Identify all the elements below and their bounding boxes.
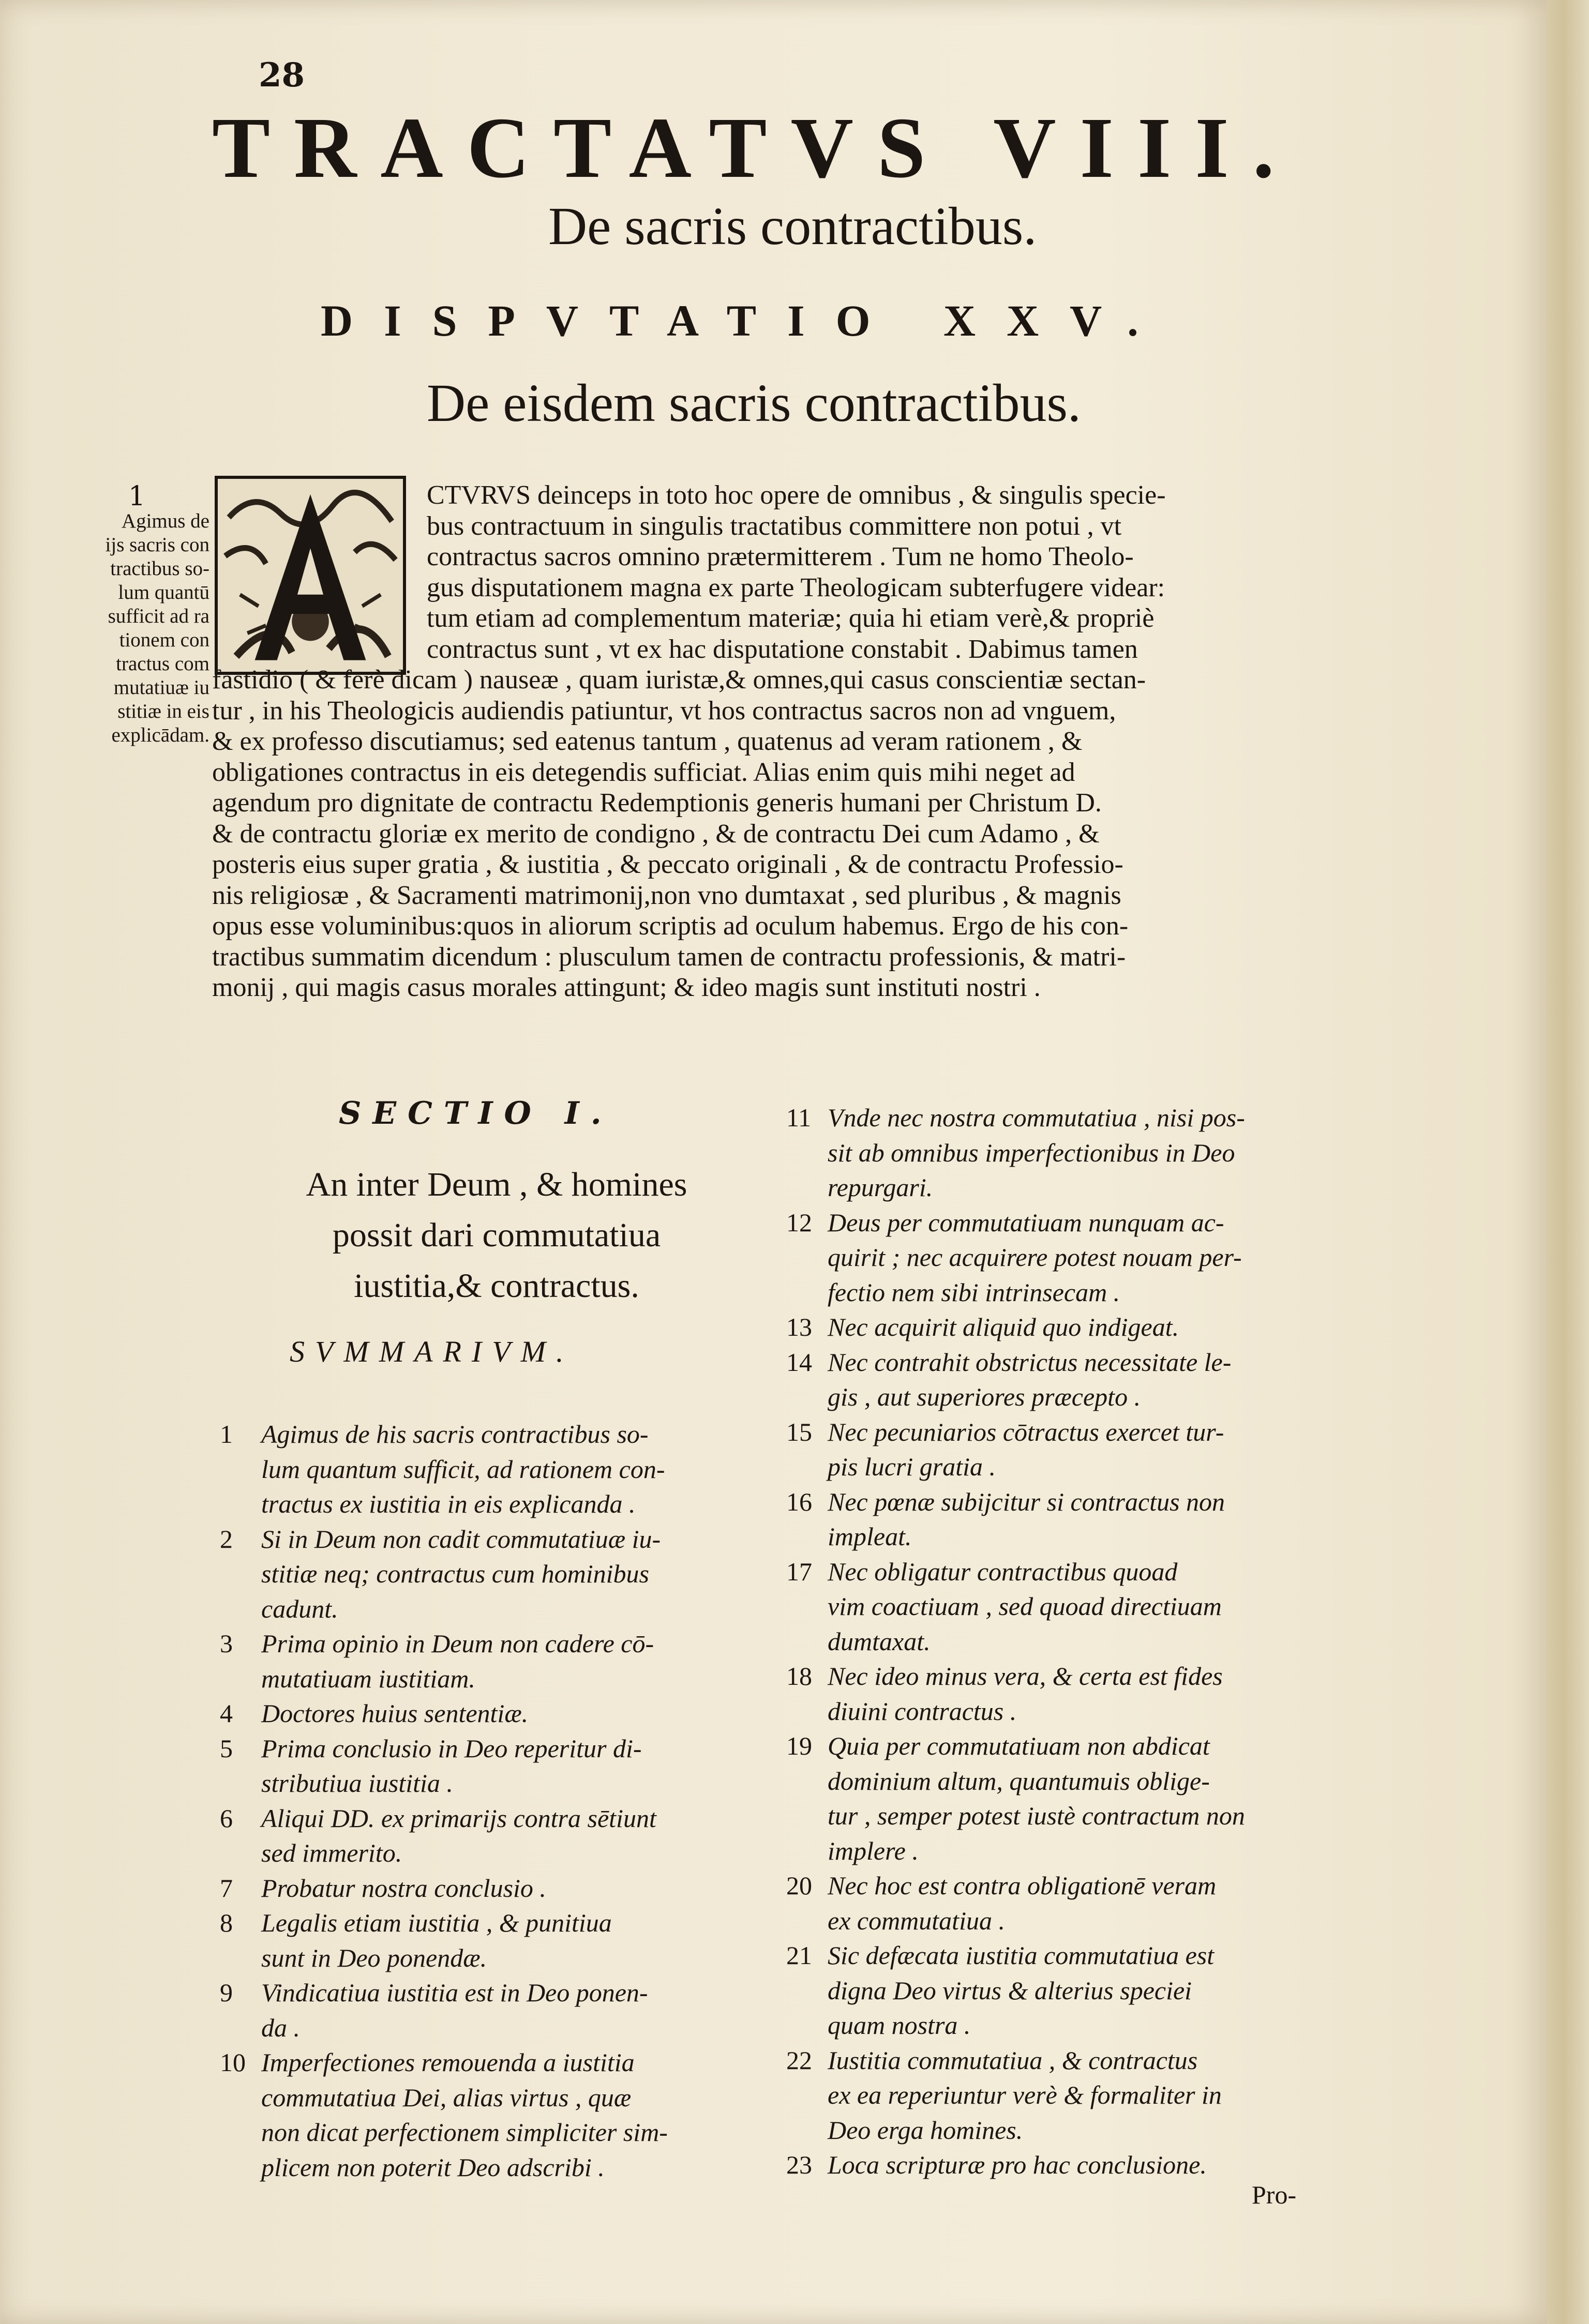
summarium-label: SVMMARIVM. (290, 1335, 574, 1368)
margin-note (54, 509, 209, 747)
body-line: tur , in his Theologicis audiendis patiuntur, vt hos contractus sacros non ad vnguem, (212, 696, 1116, 726)
summary-item-line: commutatiua Dei, alias virtus , quæ (261, 2082, 632, 2112)
summary-item-text (828, 1310, 1360, 1345)
summary-item (220, 1417, 768, 1522)
summary-item-text (261, 1906, 768, 1975)
summary-item-number: 15 (786, 1417, 812, 1446)
summary-item-line: Iustitia commutatiua , & contractus (828, 2045, 1198, 2075)
summary-item-line: stributiua iustitia . (261, 1769, 453, 1798)
summary-item-line: quirit ; nec acquirere potest nouam per- (828, 1243, 1242, 1272)
summary-item-text (828, 1415, 1360, 1485)
summary-item-number: 14 (786, 1347, 812, 1377)
summary-item-line: Si in Deum non cadit commutatiuæ iu- (261, 1524, 661, 1553)
summary-item-number: 13 (786, 1312, 812, 1341)
summary-item-number: 3 (220, 1629, 233, 1658)
margin-note-line: mutatiuæ iu (113, 676, 209, 699)
summary-item-line: sit ab omnibus imperfectionibus in Deo (828, 1138, 1235, 1167)
body-line: opus esse voluminibus:quos in aliorum scriptis ad oculum habemus. Ergo de his con- (212, 911, 1129, 941)
summary-item-number: 5 (220, 1733, 233, 1763)
summary-item (220, 2045, 768, 2185)
summary-item (786, 2043, 1360, 2148)
summary-item-line: sunt in Deo ponendæ. (261, 1943, 487, 1972)
summary-item-line: sed immerito. (261, 1838, 402, 1867)
summary-item-line: impleat. (828, 1522, 912, 1551)
summary-item-line: lum quantum sufficit, ad rationem con- (261, 1454, 665, 1484)
margin-note-number: 1 (128, 481, 146, 512)
summary-item-text (261, 1522, 768, 1627)
summary-item-number: 6 (220, 1803, 233, 1833)
treatise-subtitle: De sacris contractibus. (548, 197, 1037, 256)
summary-item-line: fectio nem sibi intrinsecam . (828, 1277, 1120, 1307)
summary-item (220, 1522, 768, 1627)
summary-item-text (261, 1731, 768, 1801)
body-line: & ex professo discutiamus; sed eatenus tantum , quatenus ad veram rationem , & (212, 727, 1083, 756)
summary-item-text (828, 1485, 1360, 1555)
summary-item (786, 1205, 1360, 1310)
section-title-line: iustitia,& contractus. (354, 1267, 639, 1305)
summary-item-number: 9 (220, 1978, 233, 2007)
summary-item-line: Legalis etiam iustitia , & punitiua (261, 1908, 612, 1937)
body-line: contractus sunt , vt ex hac disputatione constabit . Dabimus tamen (427, 634, 1138, 664)
summary-item (786, 1345, 1360, 1415)
summary-item-number: 19 (786, 1731, 812, 1760)
summary-item-line: non dicat perfectionem simpliciter sim- (261, 2118, 668, 2147)
summary-item-number: 18 (786, 1662, 812, 1691)
summary-item (220, 1975, 768, 2045)
summary-item-text (261, 1696, 768, 1731)
summary-item (220, 1626, 768, 1696)
summary-column-right (786, 1100, 1360, 2183)
summary-item-line: Nec acquirit aliquid quo indigeat. (828, 1312, 1179, 1341)
summary-item-line: vim coactiuam , sed quoad directiuam (828, 1592, 1222, 1621)
body-line: gus disputationem magna ex parte Theologicam subterfugere videar: (427, 572, 1165, 602)
margin-note-line: explicādam. (111, 724, 209, 746)
summary-item-text (828, 1205, 1360, 1310)
catchword: Pro- (1252, 2180, 1297, 2209)
summary-item-text (261, 2045, 768, 2185)
summary-item-line: Nec hoc est contra obligationē veram (828, 1871, 1217, 1900)
body-line: CTVRVS deinceps in toto hoc opere de omnibus , & singulis specie- (427, 480, 1166, 510)
summary-item-line: Aliqui DD. ex primarijs contra sētiunt (261, 1803, 656, 1833)
page-number: 28 (259, 56, 305, 95)
summary-item-number: 20 (786, 1871, 812, 1900)
summary-item-number: 4 (220, 1699, 233, 1728)
body-line: tractibus summatim dicendum : plusculum tamen de contractu professionis, & matri- (212, 942, 1126, 972)
summary-item-number: 8 (220, 1908, 233, 1937)
summary-item-number: 10 (220, 2048, 246, 2077)
margin-note-line: sufficit ad ra (108, 605, 209, 627)
body-line: obligationes contractus in eis detegendis sufficiat. Alias enim quis mihi neget ad (212, 757, 1075, 787)
summary-item-line: implere . (828, 1836, 919, 1865)
summary-item-text (828, 1729, 1360, 1868)
summary-item-number: 17 (786, 1557, 812, 1586)
summary-item (786, 1555, 1360, 1659)
summary-item-line: Nec ideo minus vera, & certa est fides (828, 1662, 1223, 1691)
summary-item-text (828, 1868, 1360, 1938)
summary-item-line: ex ea reperiuntur verè & formaliter in (828, 2080, 1222, 2109)
margin-note-line: Agimus de (121, 510, 209, 532)
body-line: tum etiam ad complementum materiæ; quia hi etiam verè,& propriè (427, 603, 1155, 633)
summary-item (220, 1871, 768, 1906)
margin-note-line: tractus com (116, 653, 209, 675)
disputatio-subtitle: De eisdem sacris contractibus. (427, 373, 1081, 433)
summary-item-line: Deus per commutatiuam nunquam ac- (828, 1208, 1224, 1237)
summary-item (220, 1731, 768, 1801)
summary-item-line: Vindicatiua iustitia est in Deo ponen- (261, 1978, 648, 2007)
summary-item-number: 21 (786, 1941, 812, 1970)
summary-item (786, 2148, 1360, 2183)
summary-item-text (828, 2043, 1360, 2148)
summary-item-text (828, 2148, 1360, 2183)
summary-item-line: Doctores huius sententiæ. (261, 1699, 529, 1728)
summary-item-line: da . (261, 2013, 300, 2042)
summary-item-line: Vnde nec nostra commutatiua , nisi pos- (828, 1103, 1245, 1132)
summary-item-number: 12 (786, 1208, 812, 1237)
summary-item-text (261, 1626, 768, 1696)
body-text (212, 480, 1350, 1003)
summary-item-line: Deo erga homines. (828, 2115, 1023, 2145)
body-line: fastidio ( & ferè dicam ) nauseæ , quam iuristæ,& omnes,qui casus conscientiæ sectan- (212, 665, 1146, 695)
summary-item-text (828, 1100, 1360, 1205)
body-line: nis religiosæ , & Sacramenti matrimonij,non vno dumtaxat , sed pluribus , & magnis (212, 880, 1121, 910)
summary-item-line: stitiæ neq; contractus cum hominibus (261, 1559, 649, 1588)
summary-item-text (261, 1975, 768, 2045)
summary-item-text (261, 1871, 768, 1906)
summary-item (786, 1868, 1360, 1938)
body-line: contractus sacros omnino prætermitterem . Tum ne homo Theolo- (427, 542, 1134, 571)
section-heading: SECTIO I. (339, 1095, 613, 1131)
summary-item-number: 1 (220, 1420, 233, 1448)
summary-item-line: Nec pœnæ subijcitur si contractus non (828, 1487, 1225, 1516)
summary-item (786, 1415, 1360, 1485)
summary-item-line: dominium altum, quantumuis oblige- (828, 1766, 1210, 1795)
summary-item-line: ex commutatiua . (828, 1906, 1005, 1935)
summary-item-line: mutatiuam iustitiam. (261, 1664, 475, 1693)
section-title-line: An inter Deum , & homines (306, 1166, 687, 1203)
body-line: bus contractuum in singulis tractatibus committere non potui , vt (427, 511, 1122, 541)
summary-item-line: Sic defæcata iustitia commutatiua est (828, 1941, 1215, 1970)
summary-item (786, 1485, 1360, 1555)
summary-item-line: tractus ex iustitia in eis explicanda . (261, 1489, 636, 1518)
section-title-line: possit dari commutatiua (332, 1216, 661, 1254)
summary-item-line: repurgari. (828, 1173, 933, 1202)
summary-item-line: Nec obligatur contractibus quoad (828, 1557, 1178, 1586)
summary-item-line: Probatur nostra conclusio . (261, 1873, 546, 1903)
summary-item-number: 22 (786, 2045, 812, 2075)
summary-item-line: dumtaxat. (828, 1626, 931, 1656)
body-line: agendum pro dignitate de contractu Redemptionis generis humani per Christum D. (212, 788, 1102, 818)
summary-item-text (828, 1938, 1360, 2043)
summary-item-number: 16 (786, 1487, 812, 1516)
summary-item-text (828, 1555, 1360, 1659)
summary-item (220, 1696, 768, 1731)
summary-item (786, 1310, 1360, 1345)
summary-item (786, 1659, 1360, 1729)
summary-item-line: diuini contractus . (828, 1696, 1017, 1726)
margin-note-line: tionem con (119, 629, 209, 651)
summary-item-text (261, 1417, 768, 1522)
summary-item-text (828, 1659, 1360, 1729)
body-line: posteris eius super gratia , & iustitia , & peccato originali , & de contractu Professio- (212, 850, 1123, 879)
body-line: & de contractu gloriæ ex merito de condigno , & de contractu Dei cum Adamo , & (212, 819, 1100, 849)
disputatio-heading: DISPVTATIO XXV. (321, 296, 1170, 345)
summary-item-number: 7 (220, 1873, 233, 1903)
summary-item-line: quam nostra . (828, 2011, 971, 2040)
summary-item-line: cadunt. (261, 1594, 338, 1623)
summary-item (786, 1100, 1360, 1205)
summary-item-text (828, 1345, 1360, 1415)
summary-item-line: pis lucri gratia . (828, 1452, 996, 1481)
margin-note-line: ijs sacris con (105, 534, 209, 556)
summary-item-line: Nec pecuniarios cōtractus exercet tur- (828, 1417, 1224, 1446)
summary-item-number: 2 (220, 1524, 233, 1553)
page-edge (1547, 0, 1589, 2324)
summary-item-line: digna Deo virtus & alterius speciei (828, 1975, 1192, 2005)
summary-item-line: Agimus de his sacris contractibus so- (261, 1420, 649, 1448)
margin-note-line: stitiæ in eis (117, 700, 209, 722)
summary-item-line: Prima opinio in Deum non cadere cō- (261, 1629, 654, 1658)
summary-item-line: tur , semper potest iustè contractum non (828, 1801, 1245, 1830)
treatise-title: TRACTATVS VIII. (212, 100, 1298, 196)
summary-item-line: plicem non poterit Deo adscribi . (261, 2152, 605, 2182)
summary-item (220, 1906, 768, 1975)
margin-note-line: tractibus so- (110, 557, 209, 580)
summary-item-line: Nec contrahit obstrictus necessitate le- (828, 1347, 1232, 1377)
summary-item (786, 1729, 1360, 1868)
summary-item-line: Imperfectiones remouenda a iustitia (261, 2048, 635, 2077)
summary-item-text (261, 1801, 768, 1871)
summary-item-line: Quia per commutatiuam non abdicat (828, 1731, 1210, 1760)
summary-column-left (220, 1417, 768, 2185)
body-line: monij , qui magis casus morales attingunt; & ideo magis sunt instituti nostri . (212, 973, 1041, 1002)
summary-item-line: Prima conclusio in Deo reperitur di- (261, 1733, 642, 1763)
summary-item-number: 11 (786, 1103, 812, 1132)
summary-item-number: 23 (786, 2150, 812, 2179)
margin-note-line: lum quantū (118, 581, 209, 603)
summary-item (220, 1801, 768, 1871)
summary-item (786, 1938, 1360, 2043)
section-title (248, 1159, 745, 1311)
summary-item-line: gis , aut superiores præcepto . (828, 1382, 1141, 1411)
summary-item-line: Loca scripturæ pro hac conclusione. (828, 2150, 1207, 2179)
